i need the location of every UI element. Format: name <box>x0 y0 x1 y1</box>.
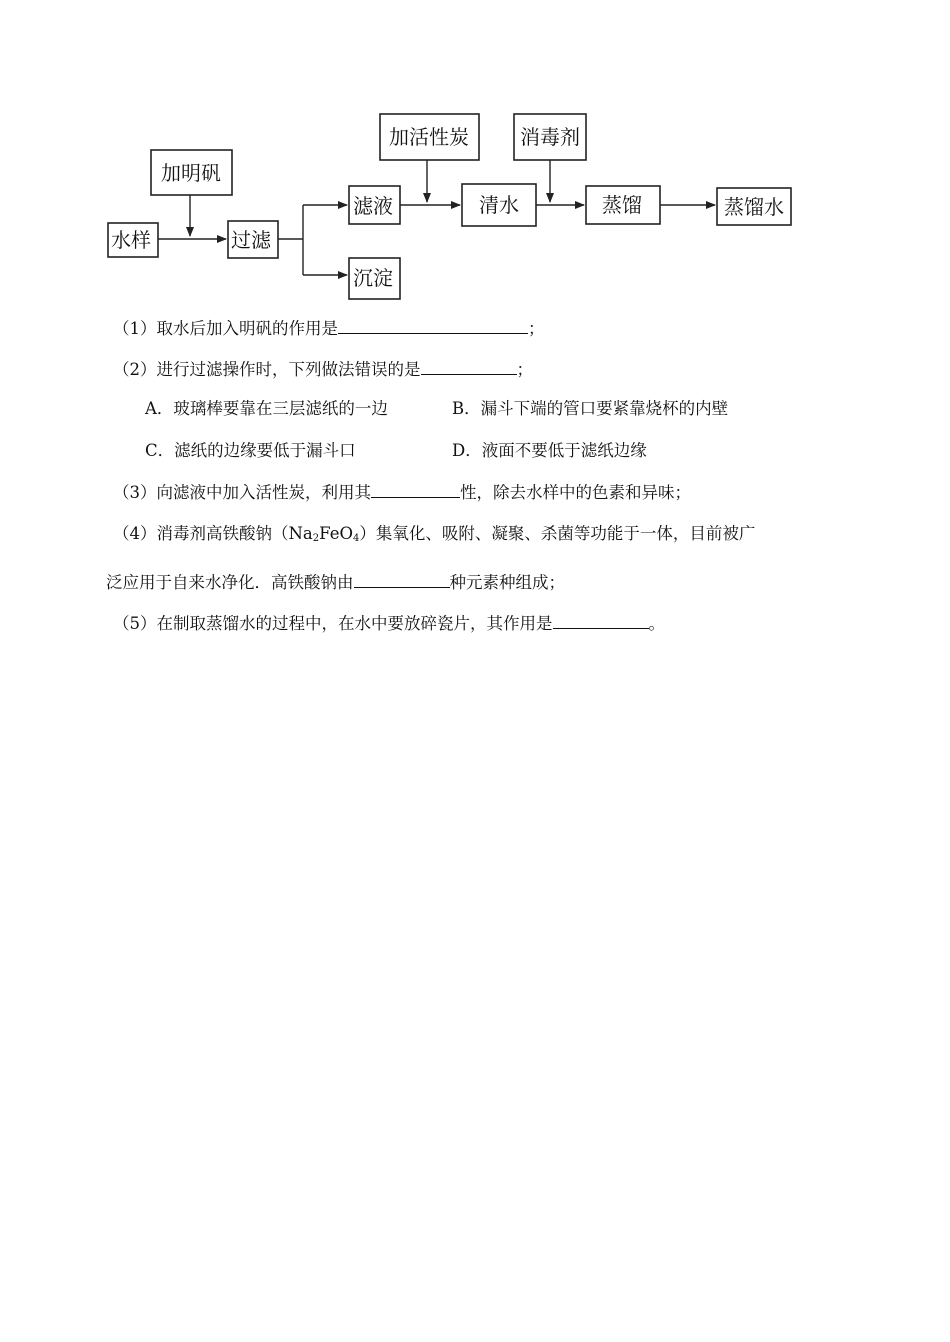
node-water-sample <box>108 223 158 257</box>
node-add-activated-carbon-label: 加活性炭 <box>389 125 469 149</box>
question-4-text-a: （4）消毒剂高铁酸钠（Na <box>113 524 313 543</box>
question-5-answer-blank[interactable] <box>553 612 649 629</box>
question-5-end: 。 <box>648 614 665 633</box>
question-1-end: ； <box>528 319 545 338</box>
node-clear-water-label: 清水 <box>479 193 519 217</box>
question-1-text: （1）取水后加入明矾的作用是 <box>113 319 338 338</box>
node-distilled-water <box>717 188 791 225</box>
node-distilled-water-label: 蒸馏水 <box>724 195 784 219</box>
question-3 <box>113 481 691 504</box>
question-4-sub-1: 2 <box>312 533 320 544</box>
question-5 <box>113 612 665 635</box>
question-4-sub-2: 4 <box>353 533 360 544</box>
node-filtrate <box>349 186 400 224</box>
node-precipitate-label: 沉淀 <box>353 266 393 290</box>
node-filtrate-label: 滤液 <box>353 194 393 218</box>
question-5-text: （5）在制取蒸馏水的过程中，在水中要放碎瓷片，其作用是 <box>113 614 553 633</box>
node-distillation-label: 蒸馏 <box>602 193 642 217</box>
question-1-answer-blank[interactable] <box>338 317 528 334</box>
node-disinfectant-label: 消毒剂 <box>520 125 580 149</box>
question-3-end: 性，除去水样中的色素和异味； <box>460 483 691 502</box>
node-add-activated-carbon <box>380 114 479 160</box>
question-4-line-1 <box>113 523 755 550</box>
node-filtration <box>228 221 278 258</box>
node-precipitate <box>349 258 400 299</box>
question-4-answer-blank[interactable] <box>354 571 450 588</box>
question-3-answer-blank[interactable] <box>371 481 460 498</box>
question-2-text: （2）进行过滤操作时，下列做法错误的是 <box>113 360 421 379</box>
question-4-text-b: FeO <box>319 524 353 543</box>
question-1 <box>113 317 545 340</box>
node-filtration-label: 过滤 <box>231 228 271 252</box>
question-4-line-2 <box>106 571 565 594</box>
question-4-text-c: ）集氧化、吸附、凝聚、杀菌等功能于一体，目前被广 <box>359 524 756 543</box>
question-2 <box>113 358 533 381</box>
question-2-option-c: C．滤纸的边缘要低于漏斗口 <box>145 441 356 460</box>
node-water-sample-label: 水样 <box>111 228 151 252</box>
question-2-option-a: A．玻璃棒要靠在三层滤纸的一边 <box>145 399 388 418</box>
question-3-text: （3）向滤液中加入活性炭，利用其 <box>113 483 371 502</box>
question-2-option-b: B．漏斗下端的管口要紧靠烧杯的内壁 <box>452 399 729 418</box>
question-2-answer-blank[interactable] <box>421 358 517 375</box>
question-2-option-d: D．液面不要低于滤纸边缘 <box>452 441 647 460</box>
node-clear-water <box>462 184 536 226</box>
node-distillation <box>586 186 660 224</box>
question-4-text-d: 泛应用于自来水净化．高铁酸钠由 <box>106 573 354 592</box>
water-purification-flowchart <box>0 0 950 310</box>
question-4-text-e: 种元素种组成； <box>449 573 565 592</box>
node-disinfectant <box>514 114 586 160</box>
question-2-end: ； <box>516 360 533 379</box>
node-add-alum-label: 加明矾 <box>161 161 221 185</box>
node-add-alum <box>151 150 232 195</box>
